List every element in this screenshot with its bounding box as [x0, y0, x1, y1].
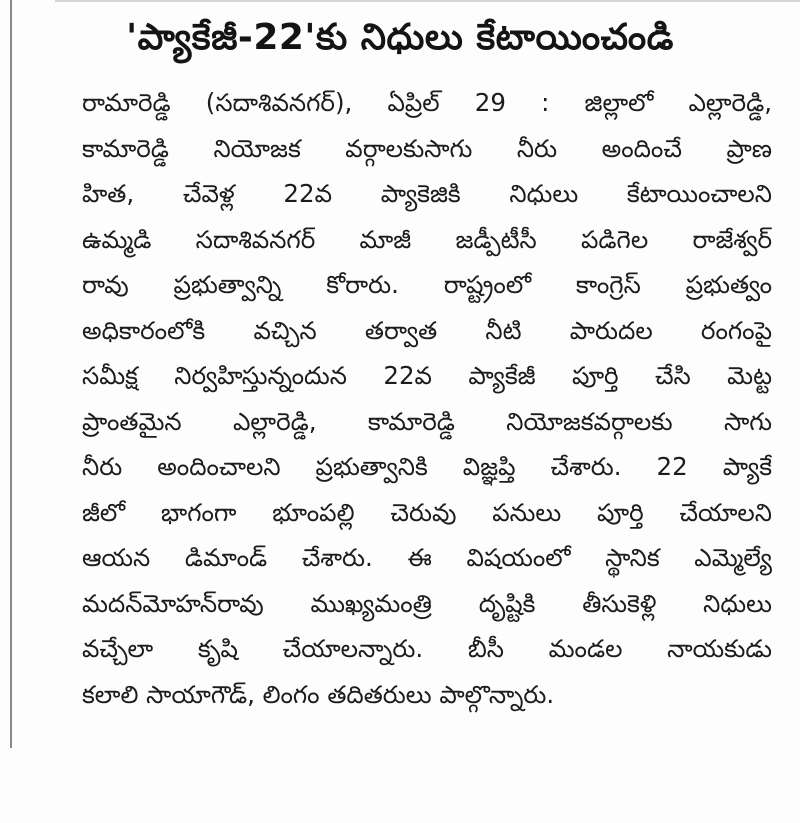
article-line: కామారెడ్డి నియోజక వర్గాలకుసాగు నీరు అందించే ప్రాణ	[82, 133, 772, 163]
article-line: సమీక్ష నిర్వహిస్తున్నందున 22వ ప్యాకేజీ పూర్తి చేసి మెట్ట	[82, 361, 772, 390]
article-body	[82, 80, 772, 717]
headline: 'ప్యాకేజీ-22'కు నిధులు కేటాయించండి	[126, 17, 674, 58]
article-line: ఉమ్మడి సదాశివనగర్ మాజీ జడ్పీటీసీ పడిగెల రాజేశ్వర్	[82, 224, 772, 254]
article-line: రామారెడ్డి (సదాశివనగర్), ఏప్రిల్ 29 : జిల్లాలో ఎల్లారెడ్డి,	[82, 88, 772, 117]
article-line: ఆయన డిమాండ్ చేశారు. ఈ విషయంలో స్థానిక ఎమ్మెల్యే	[82, 543, 772, 572]
column-divider	[10, 0, 12, 748]
article-line: హిత, చేవెళ్ల 22వ ప్యాకెజికి నిధులు కేటాయించాలని	[82, 179, 772, 208]
article-line: వచ్చేలా కృషి చేయాలన్నారు. బీసీ మండల నాయకుడు	[82, 634, 772, 663]
article-line: కలాలి సాయాగౌడ్, లింగం తదితరులు పాల్గొన్నారు.	[82, 679, 555, 709]
article-line: రావు ప్రభుత్వాన్ని కోరారు. రాష్ట్రంలో కాంగ్రెస్ ప్రభుత్వం	[82, 270, 772, 299]
article-line: నీరు అందించాలని ప్రభుత్వానికి విజ్ఞప్తి చేశారు. 22 ప్యాకే	[82, 452, 772, 481]
article-line: మదన్‌మోహన్‌రావు ముఖ్యమంత్రి దృష్టికి తీసుకెళ్లి నిధులు	[82, 588, 772, 618]
article-line: అధికారంలోకి వచ్చిన తర్వాత నీటి పారుదల రంగంపై	[82, 315, 772, 345]
article-line: జీలో భాగంగా భూంపల్లి చెరువు పనులు పూర్తి చేయాలని	[82, 497, 772, 527]
top-border	[55, 0, 800, 2]
article-line: ప్రాంతమైన ఎల్లారెడ్డి, కామారెడ్డి నియోజకవర్గాలకు సాగు	[82, 406, 772, 436]
